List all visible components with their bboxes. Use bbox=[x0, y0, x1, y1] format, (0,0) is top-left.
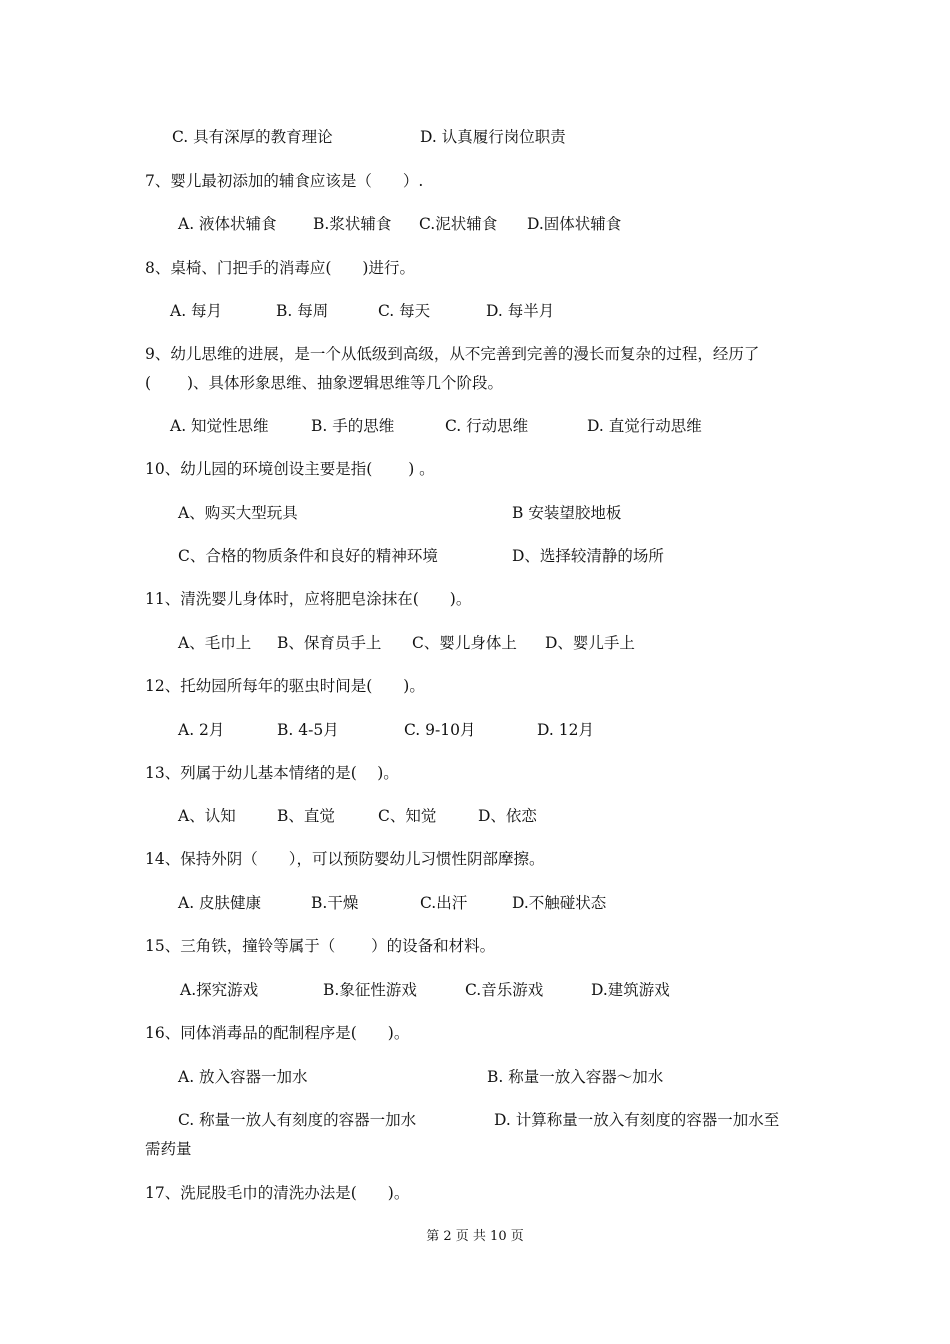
q14-option-a: A. 皮肤健康 bbox=[178, 894, 262, 912]
q14-option-c: C.出汗 bbox=[420, 894, 468, 912]
page-footer: 第 2 页 共 10 页 bbox=[426, 1229, 524, 1244]
q9-option-d: D. 直觉行动思维 bbox=[587, 417, 702, 435]
q16-option-c: C. 称量一放人有刻度的容器一加水 bbox=[178, 1111, 417, 1129]
q17-stem: 17、洗屁股毛巾的清洗办法是( )。 bbox=[145, 1184, 410, 1202]
q9-option-a: A. 知觉性思维 bbox=[170, 417, 269, 435]
q15-option-a: A.探究游戏 bbox=[180, 981, 259, 999]
q10-option-b: B 安装望胶地板 bbox=[512, 504, 622, 522]
q12-option-a: A. 2月 bbox=[178, 721, 225, 739]
q10-option-d: D、选择较清静的场所 bbox=[512, 547, 664, 565]
q16-stem: 16、同体消毒品的配制程序是( )。 bbox=[145, 1024, 410, 1042]
q11-option-b: B、保育员手上 bbox=[277, 634, 382, 652]
q14-option-d: D.不触碰状态 bbox=[512, 894, 607, 912]
q8-option-b: B. 每周 bbox=[276, 302, 329, 320]
q11-stem: 11、清洗婴儿身体时，应将肥皂涂抹在( )。 bbox=[145, 590, 472, 608]
q9-stem-line1: 9、幼儿思维的进展，是一个从低级到高级，从不完善到完善的漫长而复杂的过程，经历了 bbox=[145, 345, 760, 363]
q13-option-b: B、直觉 bbox=[277, 807, 335, 825]
q10-stem: 10、幼儿园的环境创设主要是指( ) 。 bbox=[145, 460, 435, 478]
q8-option-c: C. 每天 bbox=[378, 302, 431, 320]
q7-option-a: A. 液体状辅食 bbox=[178, 215, 277, 233]
q8-option-d: D. 每半月 bbox=[486, 302, 555, 320]
q16-option-a: A. 放入容器一加水 bbox=[178, 1068, 308, 1086]
q11-option-c: C、婴儿身体上 bbox=[412, 634, 517, 652]
q9-option-c: C. 行动思维 bbox=[445, 417, 529, 435]
q9-stem-line2: ( )、具体形象思维、抽象逻辑思维等几个阶段。 bbox=[145, 374, 504, 392]
q15-option-c: C.音乐游戏 bbox=[465, 981, 544, 999]
q15-option-d: D.建筑游戏 bbox=[591, 981, 670, 999]
q8-option-a: A. 每月 bbox=[170, 302, 223, 320]
q13-option-a: A、认知 bbox=[178, 807, 236, 825]
q12-option-d: D. 12月 bbox=[537, 721, 594, 739]
q15-stem: 15、三角铁，撞铃等属于（ ）的设备和材料。 bbox=[145, 937, 496, 955]
q7-stem: 7、婴儿最初添加的辅食应该是（ ）. bbox=[145, 172, 424, 190]
q13-option-d: D、依恋 bbox=[478, 807, 537, 825]
q13-stem: 13、列属于幼儿基本情绪的是( )。 bbox=[145, 764, 399, 782]
q7-option-d: D.固体状辅食 bbox=[527, 215, 622, 233]
q12-stem: 12、托幼园所每年的驱虫时间是( )。 bbox=[145, 677, 425, 695]
q7-option-b: B.浆状辅食 bbox=[313, 215, 392, 233]
q11-option-d: D、婴儿手上 bbox=[545, 634, 635, 652]
q8-stem: 8、桌椅、门把手的消毒应( )进行。 bbox=[145, 259, 415, 277]
q15-option-b: B.象征性游戏 bbox=[323, 981, 417, 999]
q14-option-b: B.干燥 bbox=[311, 894, 359, 912]
q16-option-d: D. 计算称量一放入有刻度的容器一加水至 bbox=[494, 1111, 780, 1129]
q10-option-a: A、购买大型玩具 bbox=[178, 504, 298, 522]
q7-option-c: C.泥状辅食 bbox=[419, 215, 498, 233]
q9-option-b: B. 手的思维 bbox=[311, 417, 395, 435]
q6-option-d: D. 认真履行岗位职责 bbox=[420, 128, 566, 146]
q11-option-a: A、毛巾上 bbox=[178, 634, 252, 652]
q16-option-d-continued: 需药量 bbox=[145, 1140, 192, 1158]
q10-option-c: C、合格的物质条件和良好的精神环境 bbox=[178, 547, 438, 565]
q12-option-b: B. 4-5月 bbox=[277, 721, 339, 739]
q12-option-c: C. 9-10月 bbox=[404, 721, 476, 739]
q6-option-c: C. 具有深厚的教育理论 bbox=[172, 128, 333, 146]
q14-stem: 14、保持外阴（ ），可以预防婴幼儿习惯性阴部摩擦。 bbox=[145, 850, 545, 868]
q13-option-c: C、知觉 bbox=[378, 807, 437, 825]
q16-option-b: B. 称量一放入容器～加水 bbox=[487, 1068, 664, 1086]
